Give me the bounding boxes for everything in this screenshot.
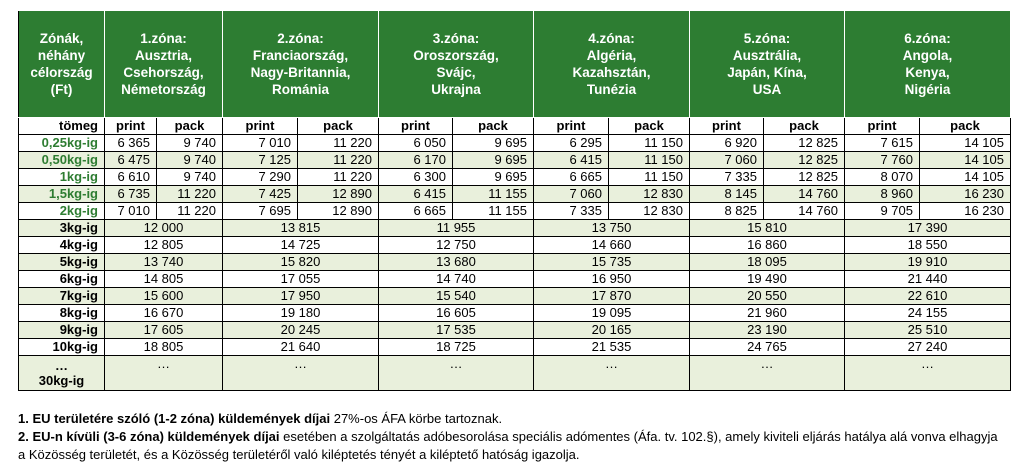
price-cell: 8 825 bbox=[690, 203, 764, 220]
price-cell: 7 760 bbox=[845, 152, 920, 169]
weight-label: 0,25kg-ig bbox=[19, 135, 105, 152]
pack-header: pack bbox=[609, 118, 690, 135]
price-cell: 11 150 bbox=[609, 135, 690, 152]
pack-header: pack bbox=[920, 118, 1011, 135]
weight-label: 10kg-ig bbox=[19, 339, 105, 356]
weight-label: 0,50kg-ig bbox=[19, 152, 105, 169]
price-cell: 9 705 bbox=[845, 203, 920, 220]
price-cell: 7 695 bbox=[223, 203, 298, 220]
price-cell: … bbox=[534, 356, 690, 391]
price-cell: 8 070 bbox=[845, 169, 920, 186]
price-table bbox=[18, 10, 1011, 391]
price-cell: 9 695 bbox=[453, 135, 534, 152]
price-cell: 7 060 bbox=[534, 186, 609, 203]
price-cell: … bbox=[105, 356, 223, 391]
table-row bbox=[19, 254, 1011, 271]
table-row bbox=[19, 220, 1011, 237]
table-row bbox=[19, 356, 1011, 391]
subheader-row bbox=[19, 118, 1011, 135]
price-cell: … bbox=[690, 356, 845, 391]
price-cell: 14 105 bbox=[920, 152, 1011, 169]
price-cell: 14 725 bbox=[223, 237, 379, 254]
weight-label: 1kg-ig bbox=[19, 169, 105, 186]
price-cell: 23 190 bbox=[690, 322, 845, 339]
price-cell: 15 600 bbox=[105, 288, 223, 305]
price-cell: 11 220 bbox=[157, 203, 223, 220]
price-cell: 12 000 bbox=[105, 220, 223, 237]
price-cell: 11 955 bbox=[379, 220, 534, 237]
price-cell: 7 335 bbox=[534, 203, 609, 220]
price-cell: 13 750 bbox=[534, 220, 690, 237]
price-cell: 13 680 bbox=[379, 254, 534, 271]
weight-label: 9kg-ig bbox=[19, 322, 105, 339]
price-cell: 20 550 bbox=[690, 288, 845, 305]
price-cell: 6 665 bbox=[534, 169, 609, 186]
price-cell: … bbox=[223, 356, 379, 391]
price-cell: 11 220 bbox=[298, 152, 379, 169]
price-cell: … bbox=[845, 356, 1011, 391]
print-header: print bbox=[223, 118, 298, 135]
table-row bbox=[19, 135, 1011, 152]
price-cell: 7 010 bbox=[105, 203, 157, 220]
price-cell: 19 095 bbox=[534, 305, 690, 322]
price-cell: 12 890 bbox=[298, 203, 379, 220]
price-cell: 15 810 bbox=[690, 220, 845, 237]
price-cell: 27 240 bbox=[845, 339, 1011, 356]
price-cell: 6 735 bbox=[105, 186, 157, 203]
price-cell: 11 220 bbox=[157, 186, 223, 203]
weight-label: 5kg-ig bbox=[19, 254, 105, 271]
price-cell: 15 735 bbox=[534, 254, 690, 271]
weight-label: 8kg-ig bbox=[19, 305, 105, 322]
print-header: print bbox=[845, 118, 920, 135]
price-cell: 22 610 bbox=[845, 288, 1011, 305]
price-cell: 12 890 bbox=[298, 186, 379, 203]
weight-label-30kg: 30kg-ig bbox=[38, 373, 85, 388]
footnotes bbox=[18, 410, 1008, 464]
price-cell: 7 615 bbox=[845, 135, 920, 152]
price-cell: 11 155 bbox=[453, 186, 534, 203]
price-cell: 12 830 bbox=[609, 203, 690, 220]
price-cell: 7 125 bbox=[223, 152, 298, 169]
weight-label bbox=[19, 356, 105, 391]
price-cell: 6 475 bbox=[105, 152, 157, 169]
price-cell: 16 670 bbox=[105, 305, 223, 322]
footnote-1: 1. EU területére szóló (1-2 zóna) küldemények díjai 27%-os ÁFA körbe tartoznak. bbox=[18, 411, 503, 426]
price-cell: 13 815 bbox=[223, 220, 379, 237]
weight-label: 6kg-ig bbox=[19, 271, 105, 288]
price-cell: 19 490 bbox=[690, 271, 845, 288]
footnote-2: 2. EU-n kívüli (3-6 zóna) küldemények díjai esetében a szolgáltatás adóbesorolása speciális adómentes (Áfa. tv. 102.§), amely kiviteli eljárás hatálya alá vonva elhagyja a Közösség területét, és a Közösség területéről való kiléptetés tényét a kiléptető hatóság igazolja. bbox=[18, 429, 998, 462]
print-header: print bbox=[534, 118, 609, 135]
price-cell: 6 610 bbox=[105, 169, 157, 186]
price-cell: 21 960 bbox=[690, 305, 845, 322]
pack-header: pack bbox=[453, 118, 534, 135]
zone-5-header: 5.zóna: Ausztrália, Japán, Kína, USA bbox=[690, 11, 845, 118]
weight-label: 7kg-ig bbox=[19, 288, 105, 305]
price-cell: 12 825 bbox=[764, 169, 845, 186]
price-cell: 7 290 bbox=[223, 169, 298, 186]
print-header: print bbox=[105, 118, 157, 135]
price-cell: 11 155 bbox=[453, 203, 534, 220]
price-cell: 19 180 bbox=[223, 305, 379, 322]
price-cell: 7 010 bbox=[223, 135, 298, 152]
price-cell: 20 165 bbox=[534, 322, 690, 339]
price-cell: 6 665 bbox=[379, 203, 453, 220]
price-cell: 9 695 bbox=[453, 152, 534, 169]
zone-4-header: 4.zóna: Algéria, Kazahsztán, Tunézia bbox=[534, 11, 690, 118]
price-cell: 8 960 bbox=[845, 186, 920, 203]
price-cell: 19 910 bbox=[845, 254, 1011, 271]
price-cell: 16 605 bbox=[379, 305, 534, 322]
table-row bbox=[19, 169, 1011, 186]
zone-6-header: 6.zóna: Angola, Kenya, Nigéria bbox=[845, 11, 1011, 118]
price-cell: 11 220 bbox=[298, 169, 379, 186]
price-table-container bbox=[18, 10, 1010, 391]
price-cell: 6 365 bbox=[105, 135, 157, 152]
price-cell: 17 870 bbox=[534, 288, 690, 305]
price-cell: 9 695 bbox=[453, 169, 534, 186]
price-cell: 12 805 bbox=[105, 237, 223, 254]
price-cell: 20 245 bbox=[223, 322, 379, 339]
pack-header: pack bbox=[298, 118, 379, 135]
price-cell: 11 220 bbox=[298, 135, 379, 152]
price-cell: 14 805 bbox=[105, 271, 223, 288]
price-cell: 16 230 bbox=[920, 203, 1011, 220]
weight-label: 2kg-ig bbox=[19, 203, 105, 220]
price-cell: 6 170 bbox=[379, 152, 453, 169]
ellipsis: … bbox=[55, 358, 68, 373]
zone-label-header: Zónák, néhány célország (Ft) bbox=[19, 11, 105, 118]
price-cell: 12 825 bbox=[764, 135, 845, 152]
table-row bbox=[19, 288, 1011, 305]
weight-label: 3kg-ig bbox=[19, 220, 105, 237]
price-cell: 15 820 bbox=[223, 254, 379, 271]
price-cell: 14 760 bbox=[764, 186, 845, 203]
table-row bbox=[19, 339, 1011, 356]
price-cell: 17 950 bbox=[223, 288, 379, 305]
table-row bbox=[19, 305, 1011, 322]
price-cell: 17 535 bbox=[379, 322, 534, 339]
price-cell: 17 605 bbox=[105, 322, 223, 339]
price-cell: 18 550 bbox=[845, 237, 1011, 254]
price-cell: … bbox=[379, 356, 534, 391]
price-cell: 7 425 bbox=[223, 186, 298, 203]
price-cell: 15 540 bbox=[379, 288, 534, 305]
table-row bbox=[19, 271, 1011, 288]
price-table-body bbox=[19, 118, 1011, 391]
price-cell: 11 150 bbox=[609, 152, 690, 169]
price-cell: 6 415 bbox=[534, 152, 609, 169]
price-cell: 14 760 bbox=[764, 203, 845, 220]
price-cell: 21 440 bbox=[845, 271, 1011, 288]
price-cell: 16 950 bbox=[534, 271, 690, 288]
weight-label: 4kg-ig bbox=[19, 237, 105, 254]
price-cell: 14 105 bbox=[920, 135, 1011, 152]
price-cell: 24 155 bbox=[845, 305, 1011, 322]
table-row bbox=[19, 237, 1011, 254]
price-cell: 18 095 bbox=[690, 254, 845, 271]
price-cell: 9 740 bbox=[157, 152, 223, 169]
price-cell: 13 740 bbox=[105, 254, 223, 271]
price-cell: 18 805 bbox=[105, 339, 223, 356]
weight-label: 1,5kg-ig bbox=[19, 186, 105, 203]
price-cell: 6 920 bbox=[690, 135, 764, 152]
price-cell: 11 150 bbox=[609, 169, 690, 186]
table-row bbox=[19, 186, 1011, 203]
price-cell: 9 740 bbox=[157, 135, 223, 152]
zone-1-header: 1.zóna: Ausztria, Csehország, Németország bbox=[105, 11, 223, 118]
price-cell: 6 295 bbox=[534, 135, 609, 152]
price-cell: 16 860 bbox=[690, 237, 845, 254]
price-cell: 25 510 bbox=[845, 322, 1011, 339]
price-cell: 21 640 bbox=[223, 339, 379, 356]
price-cell: 6 300 bbox=[379, 169, 453, 186]
price-cell: 24 765 bbox=[690, 339, 845, 356]
table-row bbox=[19, 203, 1011, 220]
print-header: print bbox=[690, 118, 764, 135]
weight-header: tömeg bbox=[19, 118, 105, 135]
price-cell: 7 060 bbox=[690, 152, 764, 169]
price-cell: 7 335 bbox=[690, 169, 764, 186]
table-row bbox=[19, 322, 1011, 339]
price-cell: 6 050 bbox=[379, 135, 453, 152]
price-cell: 12 750 bbox=[379, 237, 534, 254]
price-cell: 14 660 bbox=[534, 237, 690, 254]
price-cell: 14 105 bbox=[920, 169, 1011, 186]
pack-header: pack bbox=[764, 118, 845, 135]
pack-header: pack bbox=[157, 118, 223, 135]
print-header: print bbox=[379, 118, 453, 135]
table-row bbox=[19, 152, 1011, 169]
price-cell: 8 145 bbox=[690, 186, 764, 203]
price-cell: 18 725 bbox=[379, 339, 534, 356]
price-cell: 9 740 bbox=[157, 169, 223, 186]
zone-2-header: 2.zóna: Franciaország, Nagy-Britannia, Románia bbox=[223, 11, 379, 118]
price-cell: 16 230 bbox=[920, 186, 1011, 203]
zone-3-header: 3.zóna: Oroszország, Svájc, Ukrajna bbox=[379, 11, 534, 118]
price-cell: 14 740 bbox=[379, 271, 534, 288]
price-cell: 12 830 bbox=[609, 186, 690, 203]
price-cell: 6 415 bbox=[379, 186, 453, 203]
price-cell: 17 390 bbox=[845, 220, 1011, 237]
price-cell: 17 055 bbox=[223, 271, 379, 288]
zone-header-row bbox=[19, 11, 1011, 118]
price-cell: 21 535 bbox=[534, 339, 690, 356]
price-cell: 12 825 bbox=[764, 152, 845, 169]
